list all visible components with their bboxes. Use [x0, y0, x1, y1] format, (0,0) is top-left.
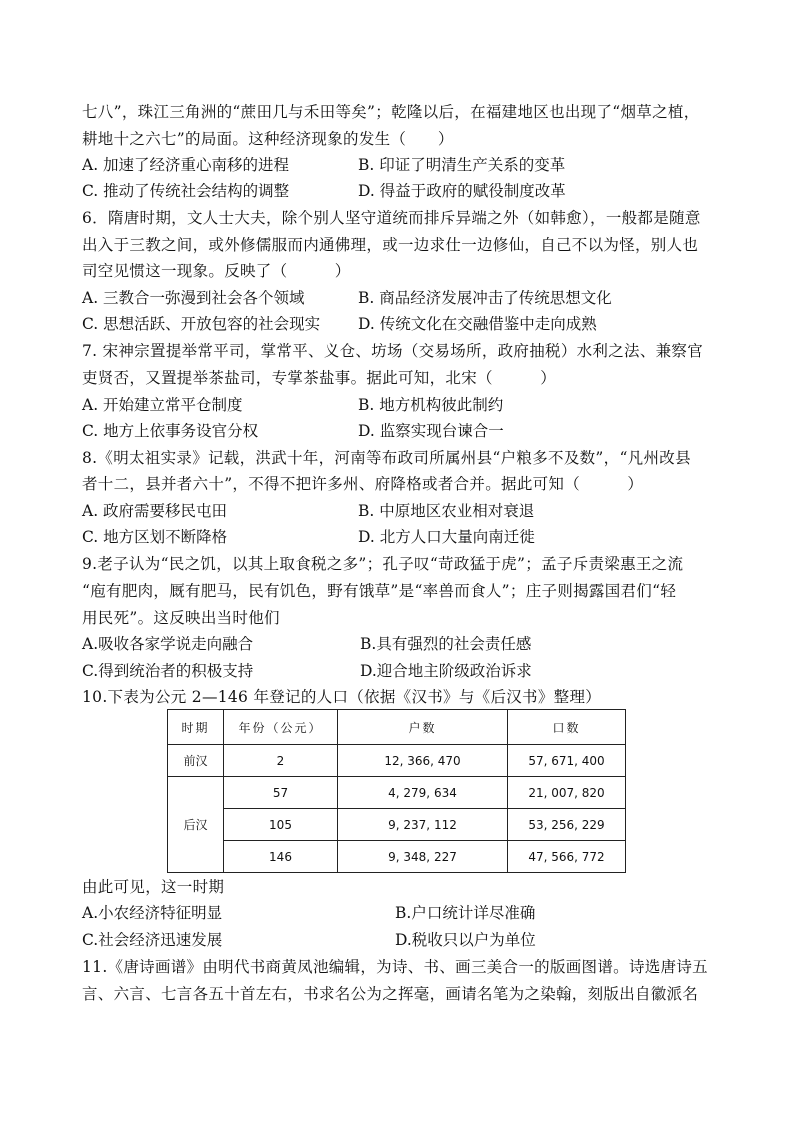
households-cell: 9, 237, 112	[338, 809, 508, 841]
option-d: D.税收只以户为单位	[395, 931, 536, 949]
table-header: 时期	[168, 710, 224, 745]
option-d: D. 传统文化在交融借鉴中走向成熟	[358, 315, 597, 333]
option-b: B. 中原地区农业相对衰退	[358, 502, 535, 520]
question-9-text: 用民死”。这反映出当时他们	[82, 609, 280, 627]
option-d: D. 北方人口大量向南迁徙	[358, 528, 535, 546]
population-cell: 47, 566, 772	[508, 841, 626, 873]
option-b: B.户口统计详尽准确	[395, 904, 536, 922]
option-a: A. 加速了经济重心南移的进程	[82, 156, 290, 174]
option-a: A. 开始建立常平仓制度	[82, 396, 243, 414]
option-d: D. 监察实现台谏合一	[358, 422, 504, 440]
question-8-text: 8.《明太祖实录》记载，洪武十年，河南等布政司所属州县“户粮多不及数”，“凡州改县	[82, 449, 691, 467]
period-cell: 后汉	[168, 777, 224, 873]
option-c: C. 地方区划不断降格	[82, 528, 228, 546]
question-6-text: 司空见惯这一现象。反映了（ ）	[82, 262, 351, 280]
option-a: A. 三教合一弥漫到社会各个领域	[82, 289, 305, 307]
option-c: C. 地方上依事务设官分权	[82, 422, 259, 440]
table-row	[168, 809, 626, 841]
question-11-text: 言、六言、七言各五十首左右，书求名公为之挥毫，画请名笔为之染翰，刻版出自徽派名	[82, 985, 699, 1003]
table-header: 年份（公元）	[224, 710, 338, 745]
question-10-text: 10.下表为公元 2—146 年登记的人口（依据《汉书》与《后汉书》整理）	[82, 688, 602, 706]
option-d: D.迎合地主阶级政治诉求	[360, 662, 532, 680]
question-text: 耕地十之六七”的局面。这种经济现象的发生（ ）	[82, 130, 454, 148]
table-row	[168, 745, 626, 777]
year-cell: 2	[224, 745, 338, 777]
households-cell: 4, 279, 634	[338, 777, 508, 809]
question-text: 七八”，珠江三角洲的“蔗田几与禾田等矣”；乾隆以后，在福建地区也出现了“烟草之植，	[82, 103, 700, 121]
question-7-text: 吏贤否，又置提举茶盐司，专掌茶盐事。据此可知，北宋（ ）	[82, 369, 557, 387]
option-a: A.吸收各家学说走向融合	[82, 635, 254, 653]
question-7-text: 7. 宋神宗置提举常平司，掌常平、义仓、坊场（交易场所，政府抽税）水利之法、兼察官	[82, 342, 704, 360]
option-c: C.得到统治者的积极支持	[82, 662, 254, 680]
option-a: A.小农经济特征明显	[82, 904, 223, 922]
question-11-text: 11.《唐诗画谱》由明代书商黄凤池编辑，为诗、书、画三美合一的版画图谱。诗选唐诗五	[82, 958, 708, 976]
option-b: B.具有强烈的社会责任感	[360, 635, 532, 653]
question-10-text: 由此可见，这一时期	[82, 878, 225, 896]
option-c: C. 思想活跃、开放包容的社会现实	[82, 315, 321, 333]
option-b: B. 商品经济发展冲击了传统思想文化	[358, 289, 612, 307]
population-cell: 21, 007, 820	[508, 777, 626, 809]
population-cell: 53, 256, 229	[508, 809, 626, 841]
population-table	[167, 709, 626, 873]
population-cell: 57, 671, 400	[508, 745, 626, 777]
table-row	[168, 841, 626, 873]
question-6-text: 6．隋唐时期，文人士大夫，除个别人坚守道统而排斥异端之外（如韩愈），一般都是随意	[82, 209, 701, 227]
households-cell: 9, 348, 227	[338, 841, 508, 873]
table-row	[168, 777, 626, 809]
table-header: 口数	[508, 710, 626, 745]
year-cell: 105	[224, 809, 338, 841]
households-cell: 12, 366, 470	[338, 745, 508, 777]
option-c: C.社会经济迅速发展	[82, 931, 223, 949]
option-b: B. 地方机构彼此制约	[358, 396, 504, 414]
option-d: D. 得益于政府的赋役制度改革	[358, 182, 566, 200]
question-6-text: 出入于三教之间，或外修儒服而内通佛理，或一边求仕一边修仙，自己不以为怪，别人也	[82, 236, 699, 254]
table-header: 户数	[338, 710, 508, 745]
year-cell: 146	[224, 841, 338, 873]
period-cell: 前汉	[168, 745, 224, 777]
option-a: A. 政府需要移民屯田	[82, 502, 228, 520]
table-header-row	[168, 710, 626, 745]
option-c: C. 推动了传统社会结构的调整	[82, 182, 290, 200]
year-cell: 57	[224, 777, 338, 809]
question-9-text: 9.老子认为“民之饥，以其上取食税之多”；孔子叹“苛政猛于虎”；孟子斥责梁惠王之流	[82, 555, 684, 573]
question-9-text: “庖有肥肉，厩有肥马，民有饥色，野有饿草”是“率兽而食人”；庄子则揭露国君们“轻	[82, 582, 677, 600]
option-b: B. 印证了明清生产关系的变革	[358, 156, 566, 174]
question-8-text: 者十二，县并者六十”，不得不把许多州、府降格或者合并。据此可知（ ）	[82, 475, 644, 493]
